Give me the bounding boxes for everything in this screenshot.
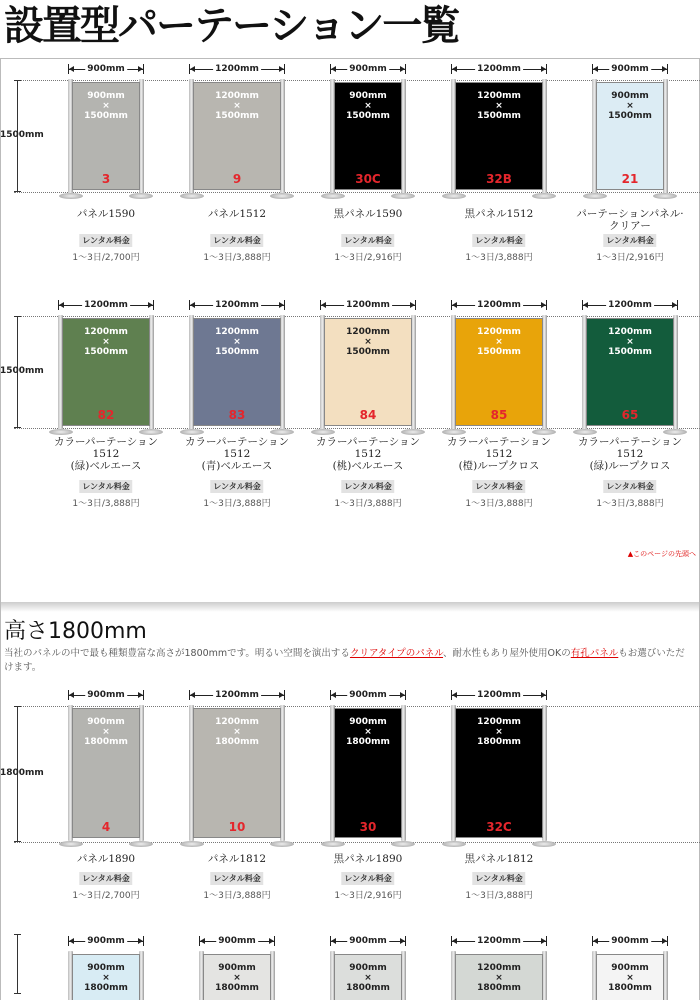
panel-image[interactable]	[592, 954, 668, 1000]
rental-price: 1～3日/3,888円	[203, 891, 271, 901]
product-card[interactable]	[565, 934, 696, 1000]
panel-size-label: 900mm × 1500mm	[84, 91, 128, 121]
product-card[interactable]	[565, 62, 696, 272]
panel-number: 65	[621, 408, 639, 422]
width-dimension	[189, 298, 285, 312]
panel-number: 83	[228, 408, 246, 422]
panel-size-label: 900mm × 1800mm	[346, 717, 390, 747]
frame-foot-left	[442, 429, 466, 435]
dimension-tick-right	[415, 300, 416, 310]
rental-price-badge: レンタル料金	[79, 872, 132, 885]
arrow-right-icon	[279, 302, 284, 308]
panel-image[interactable]	[189, 318, 285, 432]
product-card[interactable]	[172, 934, 303, 1000]
arrow-right-icon	[662, 66, 667, 72]
product-card[interactable]	[172, 688, 303, 908]
rental-price-badge: レンタル料金	[79, 234, 132, 247]
panel-image[interactable]	[451, 708, 547, 844]
panel-image[interactable]	[330, 82, 406, 196]
frame-foot-right	[391, 841, 415, 847]
arrow-right-icon	[541, 66, 546, 72]
frame-foot-right	[532, 429, 556, 435]
dimension-tick-right	[667, 936, 668, 946]
rental-price-badge: レンタル料金	[210, 872, 263, 885]
rental-price-badge: レンタル料金	[210, 234, 263, 247]
panel-image[interactable]	[582, 318, 678, 432]
width-dimension	[330, 934, 406, 948]
panel-image[interactable]	[330, 708, 406, 844]
panel-image[interactable]	[68, 954, 144, 1000]
panel-row-1800-a	[0, 688, 700, 908]
frame-foot-left	[180, 429, 204, 435]
product-name[interactable]: 黒パネル1590	[333, 208, 403, 220]
panel-size-label: 900mm × 1800mm	[84, 963, 128, 993]
panel-size-label: 1200mm × 1500mm	[477, 91, 521, 121]
arrow-right-icon	[400, 692, 405, 698]
dimension-tick-right	[546, 300, 547, 310]
width-label: 1200mm	[215, 300, 259, 310]
product-card[interactable]	[303, 62, 434, 272]
panel-image[interactable]	[320, 318, 416, 432]
width-dimension	[451, 298, 547, 312]
width-label: 1200mm	[346, 300, 390, 310]
arrow-left-icon	[321, 302, 326, 308]
arrow-right-icon	[662, 938, 667, 944]
width-label: 1200mm	[215, 64, 259, 74]
product-card[interactable]	[41, 934, 172, 1000]
arrow-right-icon	[148, 302, 153, 308]
arrow-left-icon	[331, 66, 336, 72]
frame-foot-left	[311, 429, 335, 435]
arrow-right-icon	[138, 692, 143, 698]
panel-image[interactable]	[58, 318, 154, 432]
rental-price: 1～3日/2,700円	[72, 891, 140, 901]
width-label: 1200mm	[608, 300, 652, 310]
panel-surface	[455, 82, 543, 190]
panel-number: 21	[621, 172, 639, 186]
width-label: 1200mm	[477, 64, 521, 74]
dimension-tick-right	[677, 300, 678, 310]
panel-number: 30C	[355, 172, 381, 186]
product-card[interactable]	[303, 688, 434, 908]
frame-foot-left	[49, 429, 73, 435]
panel-size-label: 1200mm × 1800mm	[477, 717, 521, 747]
arrow-left-icon	[69, 66, 74, 72]
panel-surface	[72, 954, 140, 1000]
width-dimension	[330, 688, 406, 702]
width-label: 900mm	[611, 64, 649, 74]
panel-image[interactable]	[68, 82, 144, 196]
rental-price-badge: レンタル料金	[472, 480, 525, 493]
panel-image[interactable]	[189, 708, 285, 844]
arrow-left-icon	[69, 938, 74, 944]
frame-foot-right	[270, 429, 294, 435]
dimension-tick-right	[143, 64, 144, 74]
arrow-left-icon	[452, 66, 457, 72]
panel-size-label: 1200mm × 1800mm	[477, 963, 521, 993]
width-dimension	[582, 298, 678, 312]
width-label: 900mm	[349, 64, 387, 74]
rental-price-badge: レンタル料金	[603, 234, 656, 247]
panel-image[interactable]	[68, 708, 144, 844]
width-label: 900mm	[87, 690, 125, 700]
product-card[interactable]	[434, 688, 565, 908]
arrow-left-icon	[69, 692, 74, 698]
back-to-top-link[interactable]: ▲このページの先頭へ	[627, 550, 696, 558]
product-card[interactable]	[41, 688, 172, 908]
panel-size-label: 900mm × 1500mm	[346, 91, 390, 121]
frame-foot-right	[401, 429, 425, 435]
panel-number: 82	[97, 408, 115, 422]
frame-foot-left	[59, 193, 83, 199]
panel-surface	[203, 954, 271, 1000]
frame-foot-right	[270, 193, 294, 199]
panel-surface	[334, 708, 402, 838]
rental-price: 1～3日/2,700円	[72, 253, 140, 263]
width-label: 900mm	[87, 64, 125, 74]
frame-foot-right	[391, 193, 415, 199]
arrow-left-icon	[190, 692, 195, 698]
panel-image[interactable]	[330, 954, 406, 1000]
rental-price: 1～3日/3,888円	[334, 499, 402, 509]
dimension-tick-right	[284, 300, 285, 310]
frame-foot-right	[270, 841, 294, 847]
frame-foot-left	[583, 193, 607, 199]
rental-price: 1～3日/2,916円	[334, 253, 402, 263]
panel-surface	[334, 954, 402, 1000]
panel-surface	[586, 318, 674, 426]
dimension-tick-right	[274, 936, 275, 946]
panel-surface	[455, 318, 543, 426]
rental-price: 1～3日/3,888円	[72, 499, 140, 509]
product-name[interactable]: 黒パネル1890	[333, 853, 403, 865]
frame-foot-left	[59, 841, 83, 847]
dimension-tick-right	[143, 936, 144, 946]
width-dimension	[58, 298, 154, 312]
panel-surface	[72, 82, 140, 190]
arrow-right-icon	[672, 302, 677, 308]
panel-size-label: 1200mm × 1500mm	[346, 327, 390, 357]
frame-foot-left	[180, 841, 204, 847]
panel-surface	[193, 82, 281, 190]
rental-price-badge: レンタル料金	[210, 480, 263, 493]
width-dimension	[320, 298, 416, 312]
product-name[interactable]: パネル1590	[76, 208, 136, 220]
panel-number: 84	[359, 408, 377, 422]
panel-surface	[62, 318, 150, 426]
arrow-right-icon	[400, 938, 405, 944]
frame-foot-right	[129, 841, 153, 847]
frame-foot-left	[442, 841, 466, 847]
arrow-left-icon	[200, 938, 205, 944]
arrow-left-icon	[190, 302, 195, 308]
panel-size-label: 900mm × 1800mm	[608, 963, 652, 993]
panel-surface	[455, 954, 543, 1000]
perforated-panel-link[interactable]: 有孔パネル	[570, 648, 619, 659]
arrow-right-icon	[541, 692, 546, 698]
arrow-left-icon	[452, 302, 457, 308]
rental-price: 1～3日/2,916円	[334, 891, 402, 901]
arrow-left-icon	[593, 938, 598, 944]
panel-number: 32B	[486, 172, 512, 186]
product-name[interactable]: 黒パネル1812	[464, 853, 534, 865]
panel-row-1500-a	[0, 62, 700, 272]
rental-price-badge: レンタル料金	[472, 872, 525, 885]
desc-part-2: 、耐水性もあり屋外使用OKの	[443, 648, 571, 659]
frame-foot-right	[139, 429, 163, 435]
width-dimension	[189, 688, 285, 702]
width-dimension	[189, 62, 285, 76]
section-title-1800: 高さ1800mm	[4, 619, 147, 644]
frame-foot-right	[532, 841, 556, 847]
width-dimension	[68, 62, 144, 76]
panel-image[interactable]	[592, 82, 668, 196]
panel-surface	[596, 954, 664, 1000]
width-label: 900mm	[87, 936, 125, 946]
height-label: 1500mm	[0, 130, 44, 140]
frame-foot-left	[321, 841, 345, 847]
width-label: 1200mm	[477, 300, 521, 310]
panel-number: 30	[359, 820, 377, 834]
product-card[interactable]	[41, 62, 172, 272]
product-card[interactable]	[565, 298, 696, 508]
clear-panel-link[interactable]: クリアタイプのパネル	[349, 648, 444, 659]
dimension-tick-right	[284, 64, 285, 74]
panel-surface	[324, 318, 412, 426]
arrow-right-icon	[138, 66, 143, 72]
frame-foot-left	[573, 429, 597, 435]
panel-size-label: 1200mm × 1500mm	[608, 327, 652, 357]
arrow-left-icon	[452, 692, 457, 698]
panel-surface	[596, 82, 664, 190]
arrow-right-icon	[279, 66, 284, 72]
width-dimension	[451, 934, 547, 948]
rental-price-badge: レンタル料金	[341, 872, 394, 885]
product-card[interactable]	[434, 298, 565, 508]
product-card[interactable]	[172, 298, 303, 508]
arrow-left-icon	[59, 302, 64, 308]
arrow-left-icon	[583, 302, 588, 308]
dimension-tick-right	[546, 936, 547, 946]
panel-size-label: 1200mm × 1800mm	[215, 717, 259, 747]
width-dimension	[451, 62, 547, 76]
height-label: 1800mm	[0, 768, 44, 778]
frame-foot-left	[180, 193, 204, 199]
product-name[interactable]: カラーパーテーション 1512 (青)ベルエース	[184, 436, 290, 472]
product-card[interactable]	[303, 298, 434, 508]
panel-row-1800-b	[0, 934, 700, 1000]
panel-image[interactable]	[451, 318, 547, 432]
product-name[interactable]: カラーパーテーション 1512 (桃)ベルエース	[315, 436, 421, 472]
desc-part-3: もお選びいただけます。	[4, 648, 685, 673]
rental-price: 1～3日/3,888円	[465, 891, 533, 901]
rental-price-badge: レンタル料金	[341, 234, 394, 247]
width-dimension	[68, 934, 144, 948]
product-name[interactable]: カラーパーテーション 1512 (緑)ループクロス	[577, 436, 683, 472]
rental-price-badge: レンタル料金	[472, 234, 525, 247]
dimension-tick-right	[143, 690, 144, 700]
panel-size-label: 900mm × 1500mm	[608, 91, 652, 121]
arrow-right-icon	[541, 938, 546, 944]
panel-size-label: 900mm × 1800mm	[346, 963, 390, 993]
panel-size-label: 1200mm × 1500mm	[477, 327, 521, 357]
desc-part-1: 当社のパネルの中で最も種類豊富な高さが1800mmです。明るい空間を演出する	[4, 648, 350, 659]
arrow-left-icon	[190, 66, 195, 72]
dimension-tick-right	[405, 64, 406, 74]
page-title: 設置型パーテーション一覧	[4, 3, 459, 49]
arrow-right-icon	[410, 302, 415, 308]
width-label: 1200mm	[477, 690, 521, 700]
panel-number: 10	[228, 820, 246, 834]
rental-price: 1～3日/3,888円	[465, 253, 533, 263]
dimension-tick-right	[546, 64, 547, 74]
product-name[interactable]: 黒パネル1512	[464, 208, 534, 220]
arrow-right-icon	[400, 66, 405, 72]
product-name[interactable]: パネル1890	[76, 853, 136, 865]
panel-number: 3	[101, 172, 111, 186]
rental-price-badge: レンタル料金	[603, 480, 656, 493]
arrow-left-icon	[331, 692, 336, 698]
dimension-tick-right	[546, 690, 547, 700]
width-label: 1200mm	[84, 300, 128, 310]
panel-image[interactable]	[189, 82, 285, 196]
width-dimension	[592, 934, 668, 948]
rental-price: 1～3日/2,916円	[596, 253, 664, 263]
height-label: 1500mm	[0, 366, 44, 376]
product-name[interactable]: パネル1812	[207, 853, 267, 865]
frame-foot-left	[321, 193, 345, 199]
frame-foot-left	[442, 193, 466, 199]
arrow-left-icon	[593, 66, 598, 72]
rental-price-badge: レンタル料金	[341, 480, 394, 493]
rental-price: 1～3日/3,888円	[596, 499, 664, 509]
frame-foot-right	[532, 193, 556, 199]
width-dimension	[199, 934, 275, 948]
panel-surface	[72, 708, 140, 838]
width-label: 900mm	[611, 936, 649, 946]
panel-size-label: 1200mm × 1500mm	[84, 327, 128, 357]
section-divider	[1, 602, 699, 612]
panel-surface	[193, 318, 281, 426]
panel-image[interactable]	[199, 954, 275, 1000]
panel-size-label: 900mm × 1800mm	[215, 963, 259, 993]
rental-price: 1～3日/3,888円	[465, 499, 533, 509]
product-name[interactable]: パネル1512	[207, 208, 267, 220]
frame-foot-right	[663, 429, 687, 435]
product-card[interactable]	[303, 934, 434, 1000]
rental-price: 1～3日/3,888円	[203, 253, 271, 263]
panel-surface	[334, 82, 402, 190]
panel-image[interactable]	[451, 82, 547, 196]
arrow-left-icon	[331, 938, 336, 944]
dimension-tick-right	[405, 936, 406, 946]
arrow-right-icon	[279, 692, 284, 698]
dimension-tick-right	[667, 64, 668, 74]
rental-price: 1～3日/3,888円	[203, 499, 271, 509]
width-dimension	[330, 62, 406, 76]
dimension-tick-right	[405, 690, 406, 700]
width-dimension	[592, 62, 668, 76]
product-name[interactable]: カラーパーテーション 1512 (緑)ベルエース	[53, 436, 159, 472]
panel-size-label: 1200mm × 1500mm	[215, 91, 259, 121]
width-dimension	[451, 688, 547, 702]
width-label: 1200mm	[477, 936, 521, 946]
panel-surface	[193, 708, 281, 838]
panel-image[interactable]	[451, 954, 547, 1000]
arrow-right-icon	[138, 938, 143, 944]
panel-size-label: 1200mm × 1500mm	[215, 327, 259, 357]
product-card[interactable]	[434, 62, 565, 272]
panel-number: 9	[232, 172, 242, 186]
arrow-right-icon	[269, 938, 274, 944]
width-dimension	[68, 688, 144, 702]
product-name[interactable]: パーテーションパネル· クリアー	[576, 208, 684, 232]
panel-number: 32C	[486, 820, 512, 834]
panel-row-1500-b	[0, 298, 700, 508]
frame-foot-right	[653, 193, 677, 199]
width-label: 900mm	[349, 690, 387, 700]
dimension-tick-right	[284, 690, 285, 700]
product-card[interactable]	[172, 62, 303, 272]
height-dimension-line	[17, 934, 18, 994]
dimension-tick-right	[153, 300, 154, 310]
width-label: 900mm	[218, 936, 256, 946]
panel-surface	[455, 708, 543, 838]
rental-price-badge: レンタル料金	[79, 480, 132, 493]
width-label: 900mm	[349, 936, 387, 946]
arrow-right-icon	[541, 302, 546, 308]
frame-foot-right	[129, 193, 153, 199]
panel-size-label: 900mm × 1800mm	[84, 717, 128, 747]
panel-number: 85	[490, 408, 508, 422]
arrow-left-icon	[452, 938, 457, 944]
product-card[interactable]	[41, 298, 172, 508]
panel-number: 4	[101, 820, 111, 834]
width-label: 1200mm	[215, 690, 259, 700]
product-card[interactable]	[434, 934, 565, 1000]
product-name[interactable]: カラーパーテーション 1512 (橙)ループクロス	[446, 436, 552, 472]
section-description	[4, 647, 694, 675]
